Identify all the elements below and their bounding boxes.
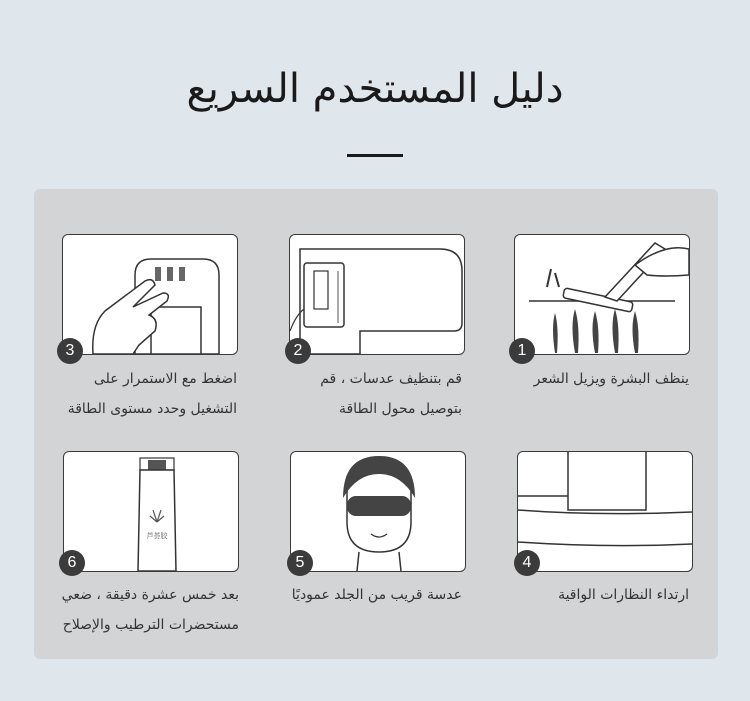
step-5-image	[290, 451, 466, 572]
step-5-caption-line1: عدسة قريب من الجلد عموديًا	[291, 587, 462, 603]
step-4-caption	[479, 580, 689, 610]
step-4-image	[517, 451, 693, 572]
tube-label: 芦荟胶	[146, 532, 168, 540]
device-cleaning-illustration	[290, 235, 464, 354]
step-1-image	[514, 234, 690, 355]
title-underline	[347, 154, 403, 157]
step-4-badge: 4	[514, 550, 540, 576]
step-2-caption-line1: قم بتنظيف عدسات ، قم	[320, 371, 462, 387]
step-2-caption-line2: بتوصيل محول الطاقة	[338, 401, 462, 417]
step-3-caption	[27, 364, 237, 424]
step-6-caption-line1: بعد خمس عشرة دقيقة ، ضعي	[61, 587, 239, 603]
step-3-badge: 3	[57, 338, 83, 364]
step-1-badge: 1	[509, 338, 535, 364]
page-title: دليل المستخدم السريع	[186, 66, 564, 112]
step-3-caption-line1: اضغط مع الاستمرار على	[93, 371, 237, 387]
hand-pressing-button-illustration	[63, 235, 237, 354]
step-4-caption-line1: ارتداء النظارات الواقية	[558, 587, 689, 603]
step-2-badge: 2	[285, 338, 311, 364]
step-3-caption-line2: التشغيل وحدد مستوى الطاقة	[67, 401, 237, 417]
step-6-badge: 6	[59, 550, 85, 576]
step-3-image	[62, 234, 238, 355]
step-6-caption	[29, 580, 239, 640]
step-2-image	[289, 234, 465, 355]
step-1-caption	[479, 364, 689, 394]
face-with-goggles-illustration	[291, 452, 465, 571]
step-6-image	[63, 451, 239, 572]
aloe-gel-tube-illustration	[64, 452, 238, 571]
goggles-closeup-illustration	[518, 452, 692, 571]
step-5-caption	[252, 580, 462, 610]
razor-shaving-illustration	[515, 235, 689, 354]
step-6-caption-line2: مستحضرات الترطيب والإصلاح	[62, 617, 239, 633]
step-1-caption-line1: ينظف البشرة ويزيل الشعر	[533, 371, 689, 387]
step-5-badge: 5	[287, 550, 313, 576]
step-2-caption	[252, 364, 462, 424]
